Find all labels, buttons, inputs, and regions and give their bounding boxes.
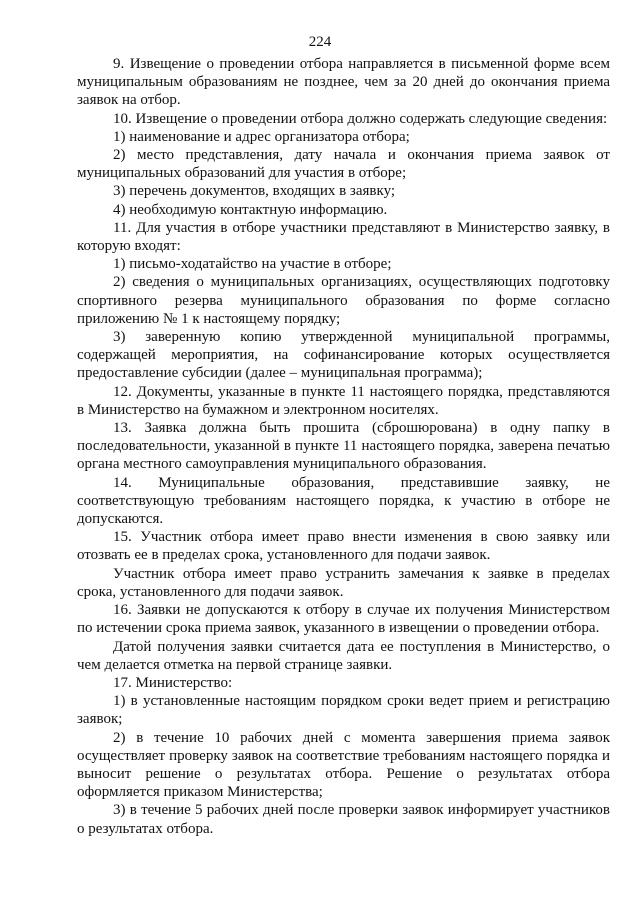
document-body: [77, 55, 610, 838]
paragraph-10-item-3: 3) перечень документов, входящих в заявку;: [113, 183, 396, 200]
paragraph-9: 9. Извещение о проведении отбора направляется в письменной форме всем муниципальным образованиям не позднее, чем за 20 дней до окончания приема заявок на отбор.: [77, 56, 610, 109]
paragraph-10-item-2: 2) место представления, дату начала и окончания приема заявок от муниципальных образований для участия в отборе;: [77, 147, 610, 182]
paragraph-10-item-1: 1) наименование и адрес организатора отбора;: [113, 128, 410, 145]
paragraph-13: 13. Заявка должна быть прошита (сброшюрована) в одну папку в последовательности, указанной в пункте 11 настоящего порядка, заверена печатью органа местного самоуправления муниципального образования.: [77, 420, 610, 473]
paragraph-17: 17. Министерство:: [113, 674, 233, 691]
paragraph-17-item-2: 2) в течение 10 рабочих дней с момента завершения приема заявок осуществляет проверку заявок на соответствие требованиям настоящего порядка и выносит решение о результатах отбора. Решение о результатах отбора оформляется приказом Министерства;: [77, 729, 610, 801]
paragraph-11: 11. Для участия в отборе участники представляют в Министерство заявку, в которую входят:: [77, 219, 610, 255]
paragraph-17-item-3: 3) в течение 5 рабочих дней после проверки заявок информирует участников о результатах отбора.: [77, 802, 610, 837]
paragraph-11-item-3: 3) заверенную копию утвержденной муниципальной программы, содержащей мероприятия, на софинансирование которых осуществляется предоставление субсидии (далее – муниципальная программа);: [77, 329, 610, 382]
paragraph-15-note: Участник отбора имеет право устранить замечания к заявке в пределах срока, установленного для подачи заявок.: [77, 565, 610, 600]
paragraph-16: 16. Заявки не допускаются к отбору в случае их получения Министерством по истечении срока приема заявок, указанного в извещении о проведении отбора.: [77, 602, 610, 637]
page-number: 224: [308, 34, 332, 50]
paragraph-11-item-2: 2) сведения о муниципальных организациях, осуществляющих подготовку спортивного резерва муниципального образования по форме согласно приложению № 1 к настоящему порядку;: [77, 274, 610, 327]
paragraph-16-note: Датой получения заявки считается дата ее поступления в Министерство, о чем делается отметка на первой странице заявки.: [77, 638, 610, 673]
paragraph-11-item-1: 1) письмо-ходатайство на участие в отборе;: [113, 256, 392, 273]
paragraph-14: 14. Муниципальные образования, представившие заявку, не соответствующую требованиям настоящего порядка, к участию в отборе не допускаются.: [77, 474, 610, 528]
paragraph-17-item-1: 1) в установленные настоящим порядком сроки ведет прием и регистрацию заявок;: [77, 693, 610, 728]
paragraph-12: 12. Документы, указанные в пункте 11 настоящего порядка, представляются в Министерство на бумажном и электронном носителях.: [77, 383, 610, 418]
paragraph-10-item-4: 4) необходимую контактную информацию.: [113, 201, 388, 218]
paragraph-10: 10. Извещение о проведении отбора должно содержать следующие сведения:: [113, 110, 608, 127]
paragraph-15: 15. Участник отбора имеет право внести изменения в свою заявку или отозвать ее в пределах срока, установленного для подачи заявок.: [77, 529, 610, 564]
